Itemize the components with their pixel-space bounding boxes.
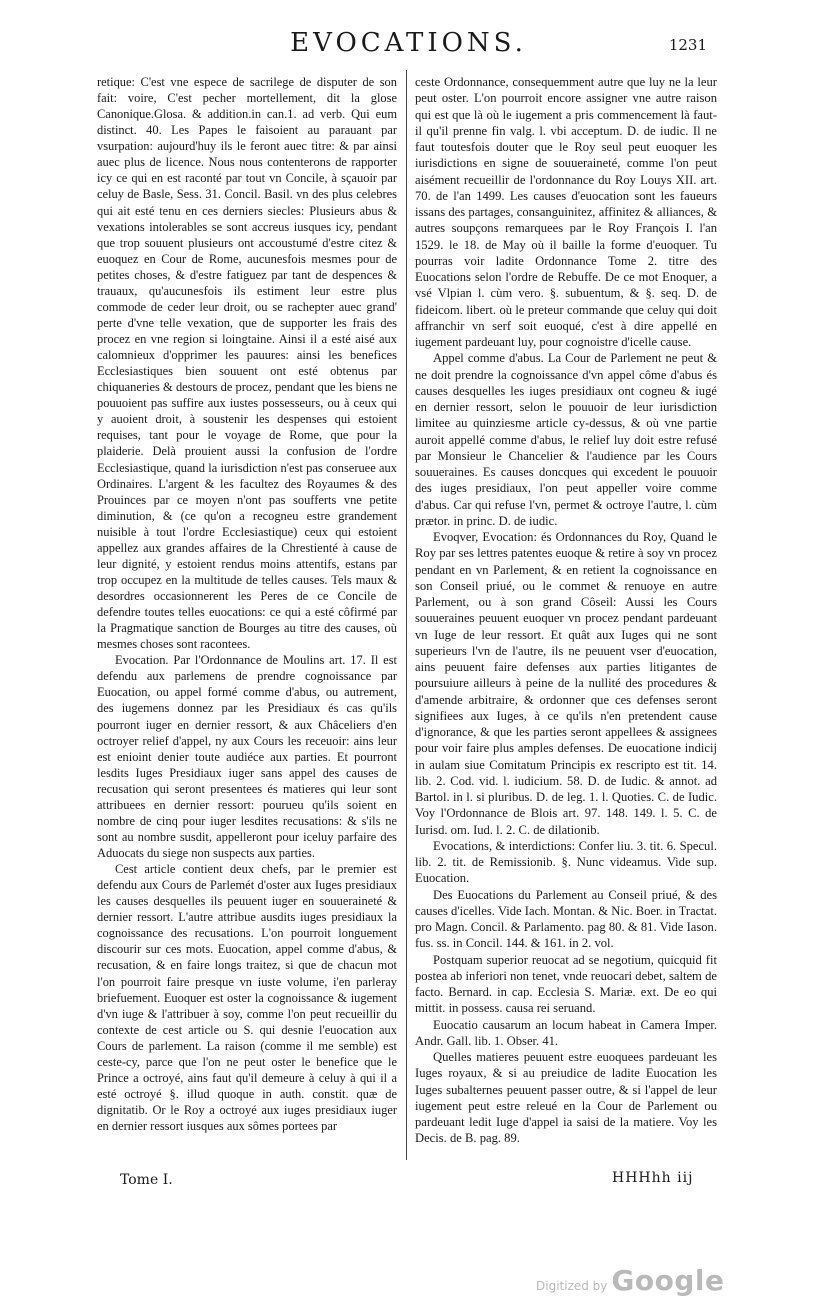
right-paragraph: Evocations, & interdictions: Confer liu. 3. tit. 6. Specul. lib. 2. tit. de Remissionib. §. Nunc videamus. Vide sup. Euocation. (415, 838, 717, 886)
digitized-watermark (536, 1264, 725, 1297)
left-paragraph: retique: C'est vne espece de sacrilege de disputer de son fait: voire, C'est pecher mortellement, dit la glose Canonique.Glosa. & addition.in can.1. ad verb. Qui eum distinct. 40. Les Papes le faisoient au parauant par vsurpation: aujourd'huy ils le feront auec titre: & par ainsi auec plus de licence. Nous nous contenterons de rapporter icy ce qui en est raconté par tout vn Concile, à sçauoir par celuy de Basle, Sess. 31. Concil. Basil. vn des plus celebres qui ait esté tenu en ces derniers siecles: Plusieurs abus & vexations intolerables se sont accreus iusques icy, pendant que trop souuent plusieurs ont accoustumé d'estre citez & euoquez en Cour de Rome, aucunesfois mesmes pour de petites choses, & d'estre fatiguez par tant de despences & trauaux, qu'aucunesfois ils estiment leur estre plus commode de ceder leur droit, ou se rachepter auec grand' perte d'vne telle vexation, que de supporter les frais des procez en vne region si loingtaine. Ainsi il a esté aisé aux calomnieux d'opprimer les pauures: ainsi les benefices Ecclesiastiques bien souuent ont esté obtenus par chiquaneries & destours de procez, pendant que les biens ne pouuoient pas suffire aux iustes possesseurs, ou à ceux qui y auoient droit, à soustenir les despenses qui estoient requises, tant pour le voyage de Rome, que pour la plaiderie. Delà prouient aussi la confusion de l'ordre Ecclesiastique, quand la iurisdiction n'est pas conseruee aux Ordinaires. L'argent & les facultez des Royaumes & des Prouinces par ce moyen n'ont pas soufferts vne petite diminution, & (ce qu'on a recogneu estre grandement nuisible à tout l'ordre Ecclesiastique) ceux qui estoient appellez aux grandes affaires de la Chrestienté à cause de leur dignité, y estoient rendus moins attentifs, estans par trop occupez en la multitude de telles causes. Tels maux & desordres occasionnerent les Peres de ce Concile de defendre toutes telles euocations: ce qui a esté côfirmé par la Pragmatique sanction de Bourges au titre des causes, où mesmes choses sont racontees. (97, 75, 397, 652)
page-header-title: EVOCATIONS. (290, 28, 527, 58)
right-paragraph: Appel comme d'abus. La Cour de Parlement ne peut & ne doit prendre la cognoissance d'vn appel côme d'abus és causes desquelles les iuges presidiaux ont cogneu & iugé en dernier ressort, selon le pouuoir de leur iurisdiction limitee au quinziesme article cy-dessus, & où vne partie auroit appellé comme d'abus, le relief luy doit estre refusé par Monsieur le Chancelier & l'audience par les Cours souueraines. Es causes doncques qui excedent le pouuoir des iuges presidiaux, l'on peut appeller voire comme d'abus. Car qui refuse l'vn, permet & octroye l'autre, l. cùm prætor. in princ. D. de iudic. (415, 351, 717, 528)
left-paragraph: Evocation. Par l'Ordonnance de Moulins art. 17. Il est defendu aux parlemens de prendre cognoissance par Euocation, ou appel formé comme d'abus, ou autrement, des iugemens donnez par les Presidiaux és cas qu'ils pourront iuger en dernier ressort, & aux Châceliers d'en octroyer relief d'appel, ny aux Cours les receuoir: ains leur est enioint denier toute audiéce aux parties. Et pourront lesdits Iuges Presidiaux iuger sans appel des causes de recusation qui seront presentees és matieres qui leur sont attribuees en dernier ressort: pourueu qu'ils soient en nombre de cinq pour iuger lesdites recusations: & s'ils ne sont au nombre susdit, appelleront pour iceluy parfaire des Aduocats du siege non suspects aux parties. (97, 653, 397, 860)
right-column (415, 74, 717, 1147)
right-paragraph: Evoqver, Evocation: és Ordonnances du Roy, Quand le Roy par ses lettres patentes euoque & retire à soy vn procez pendant en vn Parlement, & en retient la cognoissance en son Conseil priué, ou le commet & renuoye en autre Parlement, ou à son grand Côseil: Aussi les Cours souueraines peuuent euoquer vn procez pendant pardeuant vn Iuge de leur ressort. Et quât aux Iuges qui ne sont superieurs l'vn de l'autre, ils ne peuuent vser d'euocation, ains peuuent faire defenses aux parties litigantes de poursuiure ailleurs à peine de la nullité des procedures & d'amende arbitraire, & ordonner que ces defenses seront signifiees aux Iuges, à ce qu'ils n'en pretendent cause d'ignorance, & que les parties seront appellees & assignees pour voir faire plus amples defenses. De euocatione indicij in aulam siue Comitatum Principis ex rescripto est tit. 14. lib. 2. Cod. vid. l. iudicium. 58. D. de Iudic. & annot. ad Bartol. in l. si pluribus. D. de leg. 1. l. Quoties. C. de Iudic. Voy l'Ordonnance de Blois art. 97. 148. 149. l. 5. C. de Iurisd. om. Iud. l. 2. C. de dilationib. (415, 530, 717, 837)
right-paragraph: Postquam superior reuocat ad se negotium, quicquid fit postea ab inferiori non tenet, vnde reuocari debet, saltem de facto. Bernard. in cap. Ecclesia S. Mariæ. ext. De eo qui mittit. in possess. causa rei seruand. (415, 952, 717, 1016)
right-paragraph: Des Euocations du Parlement au Conseil priué, & des causes d'icelles. Vide Iach. Montan. & Nic. Boer. in Tractat. pro Magn. Concil. & Parlamento. pag 80. & 81. Vide Iason. fus. ss. in Concil. 144. & 161. in 2. vol. (415, 887, 717, 951)
google-logo: Google (611, 1264, 725, 1297)
left-paragraph: Cest article contient deux chefs, par le premier est defendu aux Cours de Parlemét d'oster aux Iuges presidiaux les causes desquelles ils peuuent iuger en souueraineté & dernier ressort. L'autre attribue ausdits iuges presidiaux la cognoissance des recusations. L'on pourroit longuement discourir sur ces mots. Euocation, appel comme d'abus, & recusation, & en faire longs traitez, si que de chacun mot l'on pourroit faire presque vn iuste volume, i'en parleray briefuement. Euoquer est oster la cognoissance & iugement d'vn iuge & l'attribuer à soy, comme l'on peut recueillir du contexte de cest article ou S. qui desnie l'euocation aux Cours de parlement. La raison (comme il me semble) est ceste-cy, parce que l'on ne peut oster le benefice que le Prince a octroyé, ains faut qu'il demeure à celuy à qui il a esté octroyé §. illud quoque in auth. constit. quæ de dignitatib. Or le Roy a octroyé aux iuges presidiaux iuger en dernier ressort iusques aux sômes portees par (97, 862, 397, 1134)
watermark-prefix: Digitized by (536, 1279, 608, 1293)
right-paragraph: Euocatio causarum an locum habeat in Camera Imper. Andr. Gall. lib. 1. Obser. 41. (415, 1017, 717, 1048)
signature-mark: HHHhh iij (612, 1170, 694, 1186)
page-number: 1231 (668, 36, 707, 54)
volume-label: Tome I. (120, 1172, 173, 1188)
right-paragraph: ceste Ordonnance, consequemment autre que luy ne la leur peut oster. L'on pourroit encore assigner vne autre raison qui est que là où le iugement a pris commencement là faut-il qu'il prenne fin valg. l. vbi acceptum. D. de iudic. Il ne faut toutesfois douter que le Roy seul peut euoquer les iurisdictions en signe de souueraineté, comme l'on peut aisément recueillir de l'ordonnance du Roy Louys XII. art. 70. de l'an 1499. Les causes d'euocation sont les faueurs issans des partages, consanguinitez, affinitez & alliances, & autres soupçons remarquees par le Roy François I. l'an 1529. le 18. de May où il baille la forme d'euoquer. Tu pourras voir ladite Ordonnance Tome 2. titre des Euocations selon l'ordre de Rebuffe. De ce mot Enoquer, a vsé Vlpian l. cùm vero. §. subuentum, & §. seq. D. de fideicom. libert. où le preteur commande que celuy qui doit affranchir vn serf soit euoqué, c'est à dire appellé en iugement pardeuant luy, pour cognoistre d'icelle cause. (415, 75, 717, 349)
column-divider (406, 70, 407, 1160)
right-paragraph: Quelles matieres peuuent estre euoquees pardeuant les Iuges royaux, & si au preiudice de ladite Euocation les Iuges subalternes peuuent passer outre, & si l'appel de leur iugement peut estre releué en la Cour de Parlement ou pardeuant ledit Iuge d'appel ia saisi de la matiere. Voy les Decis. de B. pag. 89. (415, 1050, 717, 1146)
left-column (97, 74, 397, 1134)
